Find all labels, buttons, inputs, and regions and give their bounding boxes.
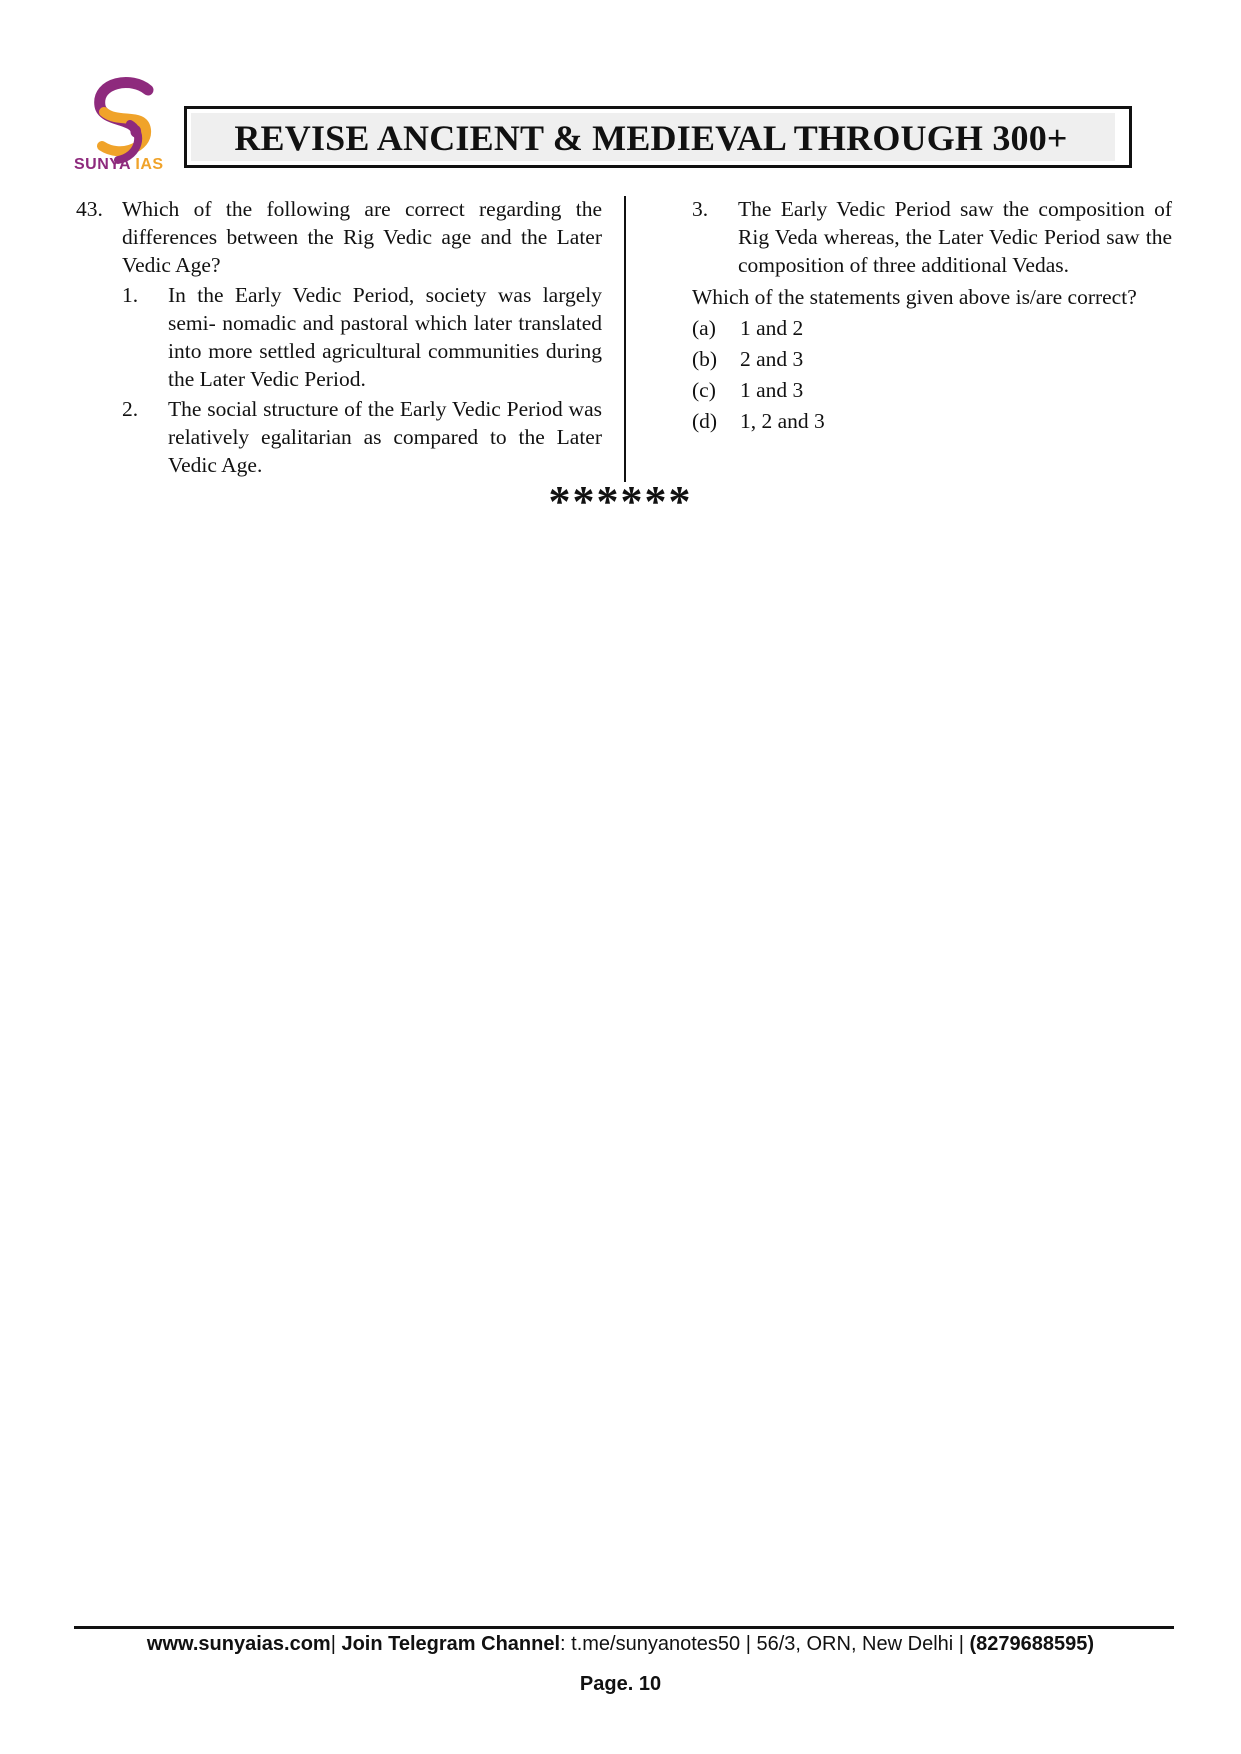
page-title: REVISE ANCIENT & MEDIEVAL THROUGH 300+ [234, 118, 1068, 158]
option-label: (a) [692, 316, 716, 340]
option-text: 1, 2 and 3 [740, 409, 825, 433]
footer-telegram-value[interactable]: : t.me/sunyanotes50 | 56/3, ORN, New Delhi | [560, 1633, 970, 1655]
statement-number: 2. [122, 397, 139, 421]
logo-text [74, 156, 164, 174]
footer-rule [74, 1626, 1174, 1629]
column-divider [624, 196, 626, 482]
question-prompt: Which of the statements given above is/are correct? [692, 285, 1137, 309]
option-label: (d) [692, 409, 718, 433]
question-number: 43. [76, 197, 103, 221]
question-left-column [76, 195, 602, 479]
option-a [692, 314, 1172, 342]
statement-text: The Early Vedic Period saw the composition of Rig Veda whereas, the Later Vedic Period saw the composition of three additional Vedas. [738, 197, 1172, 277]
footer-separator: | [330, 1633, 342, 1655]
footer-phone: (8279688595) [969, 1633, 1095, 1655]
option-d [692, 407, 1172, 435]
section-separator: ****** [548, 477, 693, 526]
option-text: 1 and 2 [740, 316, 804, 340]
option-label: (c) [692, 378, 716, 402]
statement-text: The social structure of the Early Vedic Period was relatively egalitarian as compared to the Later Vedic Age. [168, 397, 602, 477]
option-text: 1 and 3 [740, 378, 804, 402]
option-text: 2 and 3 [740, 347, 804, 371]
statement-3 [692, 195, 1172, 279]
statement-1 [122, 281, 602, 393]
option-label: (b) [692, 347, 718, 371]
logo-brand-primary: SUNYA [74, 156, 131, 173]
question-right-column [692, 195, 1172, 435]
option-c [692, 376, 1172, 404]
page-number: Page. 10 [579, 1673, 662, 1695]
logo-brand-secondary: IAS [135, 156, 164, 173]
footer [0, 1633, 1241, 1656]
question-stem-row [76, 195, 602, 279]
question-stem: Which of the following are correct regarding the differences between the Rig Vedic age and the Later Vedic Age? [122, 197, 602, 277]
footer-telegram-label: Join Telegram Channel [341, 1633, 561, 1655]
statement-number: 1. [122, 283, 139, 307]
statement-text: In the Early Vedic Period, society was largely semi- nomadic and pastoral which later translated into more settled agricultural communities during the Later Vedic Period. [168, 283, 602, 391]
statement-2 [122, 395, 602, 479]
header-banner [184, 106, 1132, 168]
statement-number: 3. [692, 197, 709, 221]
footer-website[interactable]: www.sunyaias.com [146, 1633, 331, 1655]
option-b [692, 345, 1172, 373]
